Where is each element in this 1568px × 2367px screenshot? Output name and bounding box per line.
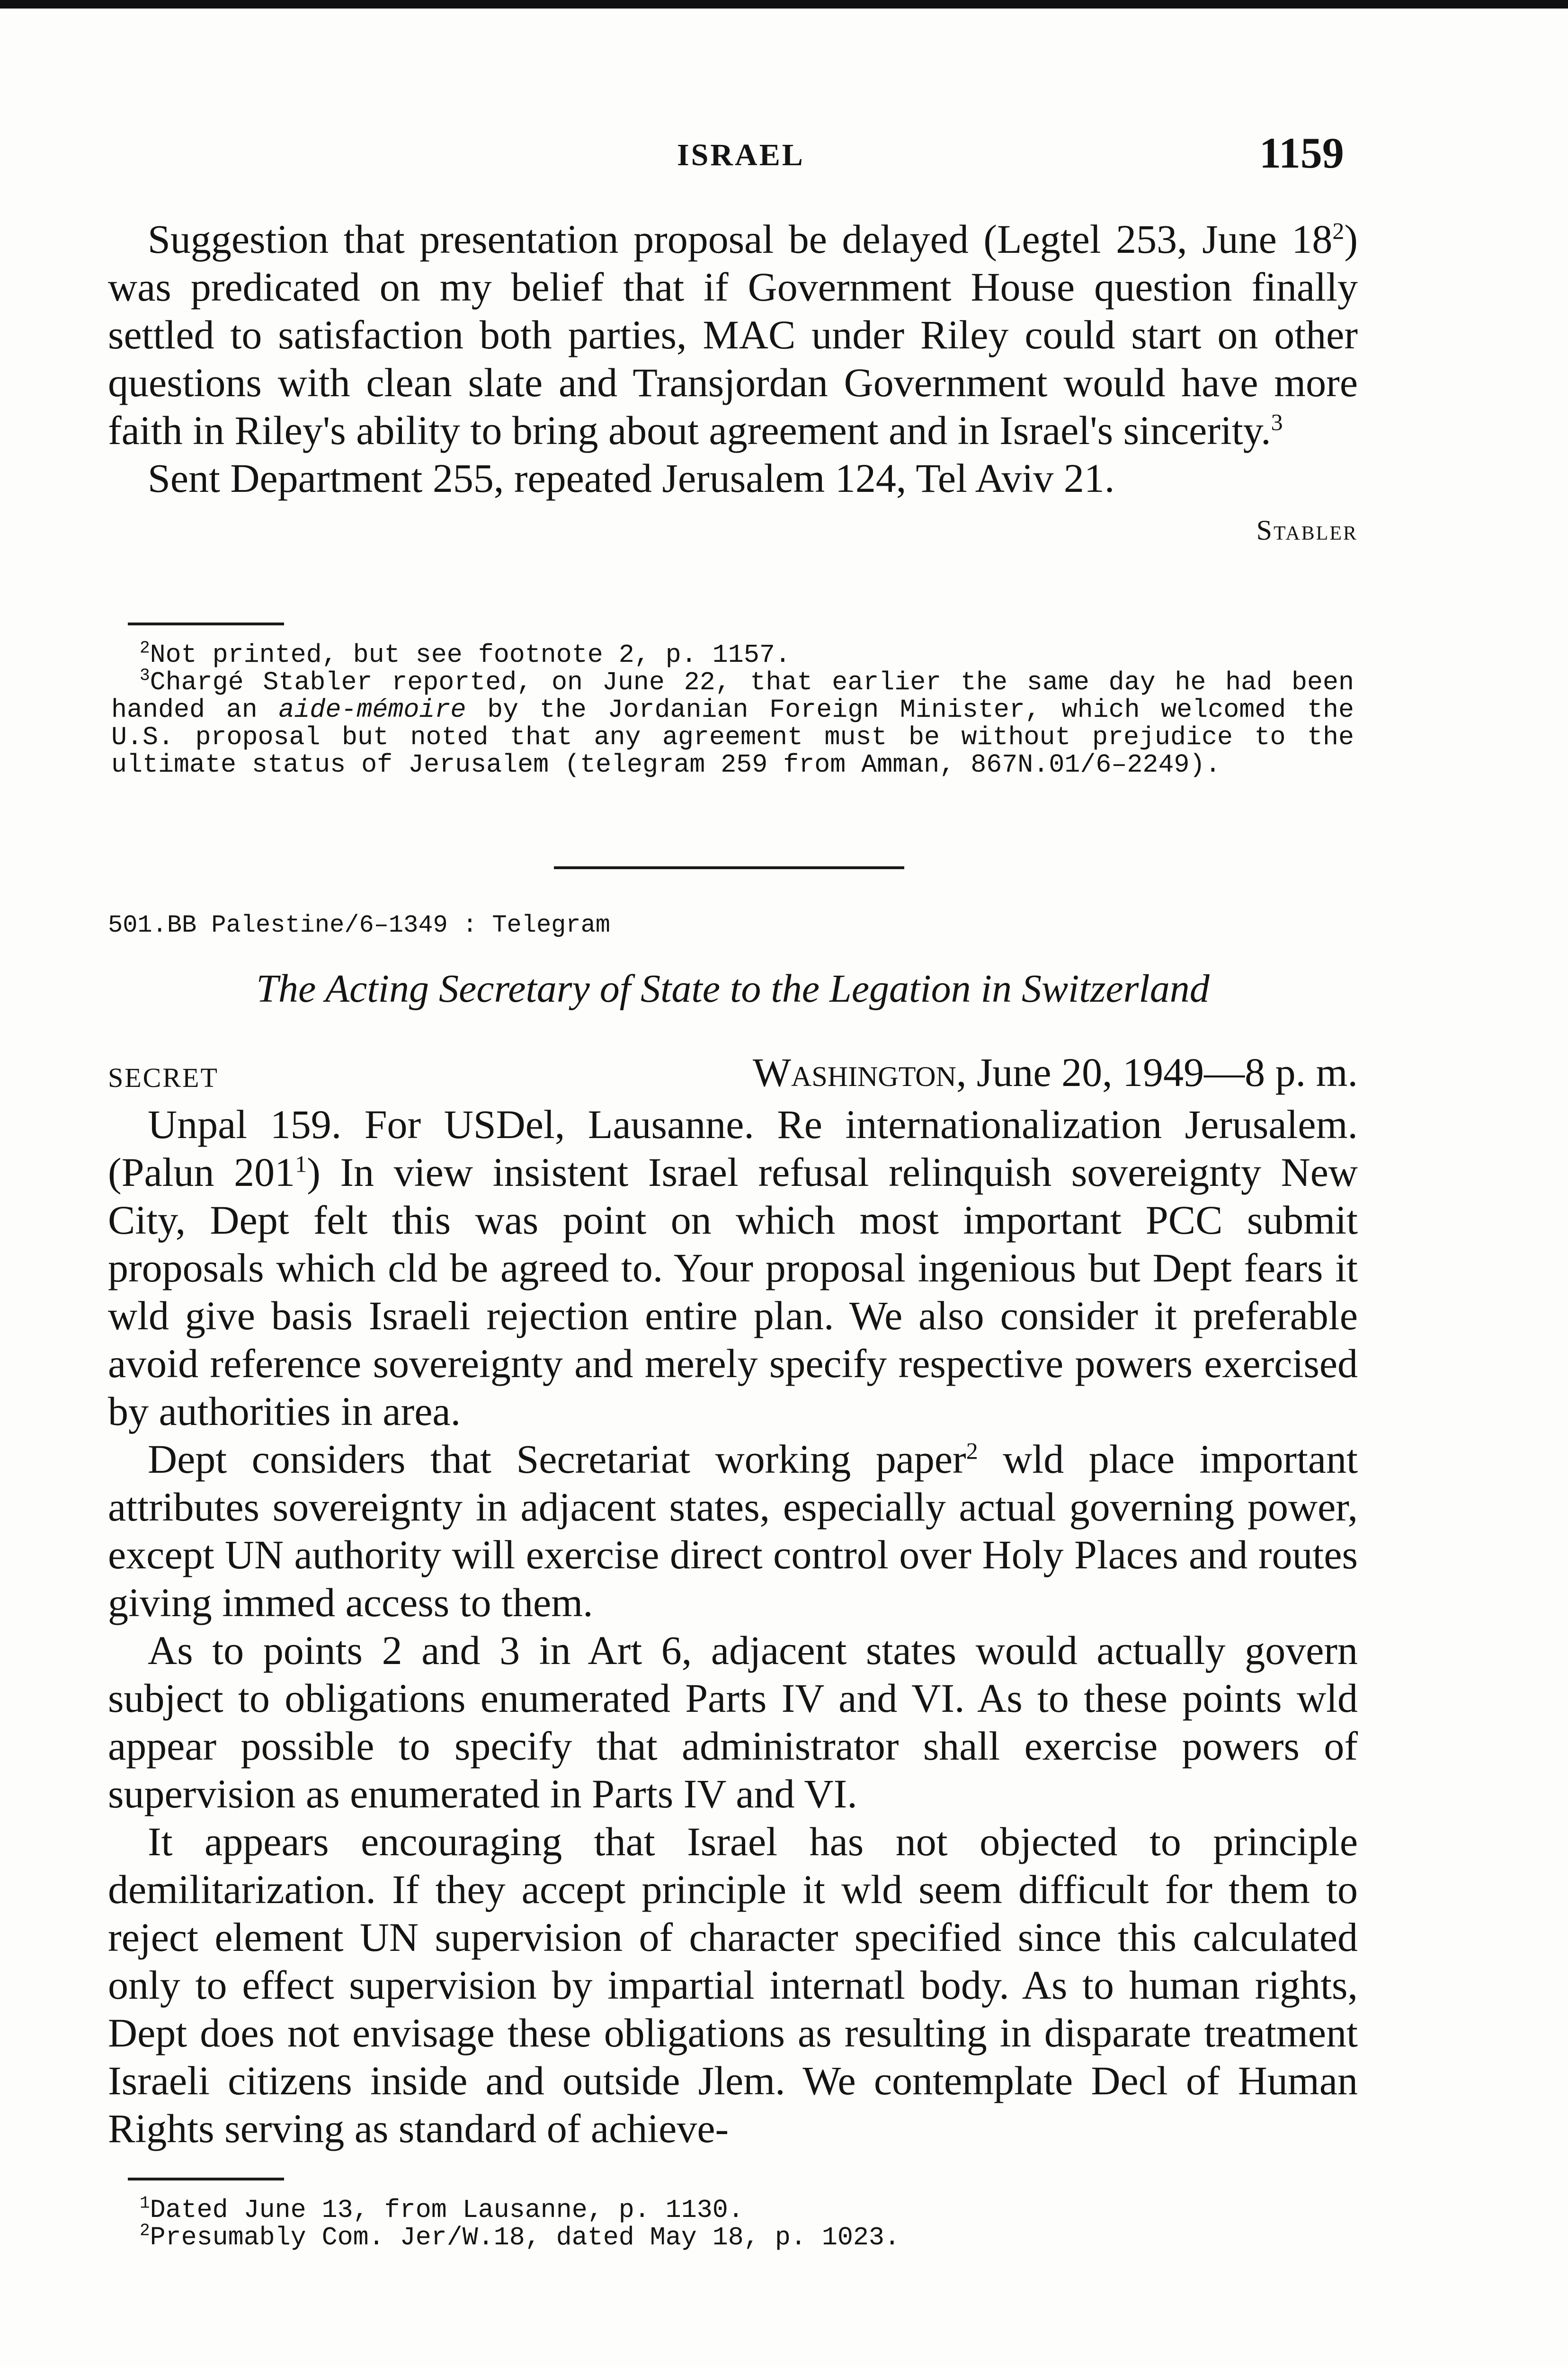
footnote-mark: 3: [140, 666, 150, 685]
place-date: [753, 1049, 1358, 1096]
document-title-text: The Acting Secretary of State to the Legation in Switzerland: [256, 967, 1210, 1011]
footnote-rule: [128, 2178, 284, 2180]
running-head: [0, 128, 1568, 180]
paragraph: As to points 2 and 3 in Art 6, adjacent states would actually govern subject to obligations enumerated Parts IV and VI. As to these points wld appear possible to specify that administrator shall exercise powers of supervision as enumerated in Parts IV and VI.: [108, 1628, 1358, 1816]
footnotes-top: [111, 638, 1354, 780]
footnote-mark: 2: [140, 2221, 150, 2241]
footnote-ref: 3: [1271, 409, 1283, 436]
classification-label: SECRET: [108, 1062, 219, 1093]
footnote-text: Chargé Stabler reported, on June 22, that earlier the same day he had been handed an: [111, 667, 1354, 725]
paragraph-text: Unpal 159. For USDel, Lausanne. Re internationalization Jerusalem. (Palun 201: [108, 1102, 1358, 1195]
footnote-text: Not printed, but see footnote 2, p. 1157.: [150, 640, 791, 670]
signature: Stabler: [1256, 515, 1358, 546]
top-border-rule: [0, 0, 1568, 9]
paragraph-text: ) In view insistent Israel refusal relinquish sovereignty New City, Dept felt this was point on which most important PCC submit proposals which cld be agreed to. Your proposal ingenious but Dept fears it wld give basis Israeli rejection entire plan. We also consider it preferable avoid reference sovereignty and merely specify respective powers exercised by authorities in area.: [108, 1149, 1358, 1434]
footnote-text: Dated June 13, from Lausanne, p. 1130.: [150, 2195, 744, 2225]
footnote: [111, 638, 1354, 670]
page-number: 1159: [1259, 129, 1344, 177]
paragraph-text: wld place important attributes sovereignty in adjacent states, especially actual governing power, except UN authority will exercise direct control over Holy Places and routes giving immed access to them.: [108, 1436, 1358, 1625]
footnote-ref: 1: [295, 1150, 307, 1177]
footnote: [111, 2221, 1354, 2252]
footnote-text: by the Jordanian Foreign Minister, which welcomed the U.S. proposal but noted that any agreement must be without prejudice to the ultimate status of Jerusalem (telegram 259 from Amman, 867N.01/6–2249).: [111, 695, 1354, 780]
continued-telegram-body: [108, 215, 1358, 554]
footnote-ref: 2: [966, 1437, 978, 1464]
paragraph-text: ) was predicated on my belief that if Government House question finally settled to satisfaction both parties, MAC under Riley could start on other questions with clean slate and Transjordan Government would have more faith in Riley's ability to bring about agreement and in Israel's sincerity.: [108, 216, 1358, 453]
footnote-text: Presumably Com. Jer/W.18, dated May 18, p. 1023.: [150, 2223, 900, 2252]
paragraph: It appears encouraging that Israel has not objected to principle demilitarization. If they accept principle it wld seem difficult for them to reject element UN supervision of character specified since this calculated only to effect supervision by impartial internatl body. As to human rights, Dept does not envisage these obligations as resulting in disparate treatment Israeli citizens inside and outside Jlem. We contemplate Decl of Human Rights serving as standard of achieve-: [108, 1819, 1358, 2151]
document-separator-rule: [554, 866, 904, 869]
footnote-ref: 2: [1332, 217, 1345, 244]
telegram-body: [108, 1101, 1358, 2153]
footnotes-bottom: [111, 2193, 1354, 2252]
footnote-italic-text: aide-mémoire: [278, 695, 466, 725]
footnote-rule: [128, 623, 284, 625]
footnote-mark: 2: [140, 638, 150, 658]
footnote: [111, 2193, 1354, 2225]
footnote-mark: 1: [140, 2193, 150, 2213]
document-file-reference: [108, 911, 1358, 939]
footnote: [111, 666, 1354, 780]
paragraph: [108, 1101, 1358, 1435]
paragraph: [108, 1435, 1358, 1627]
running-title: ISRAEL: [677, 138, 805, 172]
paragraph: [108, 215, 1358, 454]
document-title: [108, 966, 1358, 1012]
file-reference-text: 501.BB Palestine/6–1349 : Telegram: [108, 911, 610, 939]
paragraph: Sent Department 255, repeated Jerusalem 124, Tel Aviv 21.: [148, 455, 1115, 501]
paragraph-text: Suggestion that presentation proposal be delayed (Legtel 253, June 18: [148, 216, 1333, 262]
place-text: Washington: [752, 1050, 956, 1095]
paragraph-text: Dept considers that Secretariat working paper: [148, 1436, 966, 1482]
dateline: [108, 1049, 1358, 1096]
signature-line: [108, 502, 1358, 554]
date-text: , June 20, 1949—8 p. m.: [956, 1050, 1358, 1095]
